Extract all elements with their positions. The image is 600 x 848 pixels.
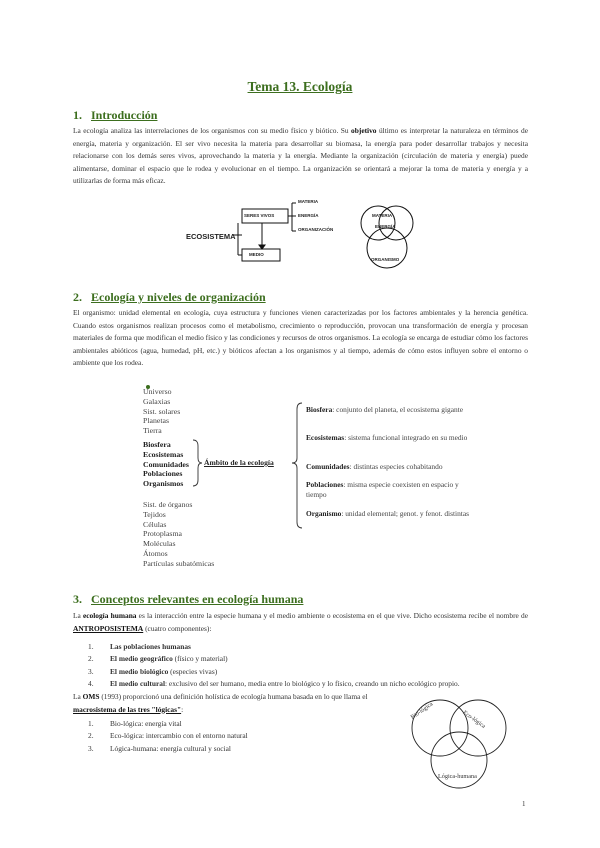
diagram-label-ecosistema: ECOSISTEMA — [186, 232, 236, 241]
list-item: 4. El medio cultural: exclusivo del ser humano, media entre lo biológico y lo físico, creando un nicho ecológico propio. — [88, 679, 460, 689]
levels-upper-list — [143, 387, 180, 436]
diagram-label-organizacion: ORGANIZACIÓN — [298, 227, 334, 232]
level-item: Universo — [143, 387, 172, 396]
level-item: Sist. de órganos — [143, 500, 193, 509]
section-number: 1. — [73, 108, 82, 122]
list-item: 2. Eco-lógica: intercambio con el entorno natural — [88, 731, 248, 741]
section-heading-1 — [73, 108, 157, 123]
level-item: Moléculas — [143, 539, 176, 549]
diagram-label-materia: MATERIA — [298, 199, 319, 204]
levels-ecology-list — [143, 440, 189, 489]
circle-label-organismo: ORGANISMO — [371, 257, 400, 262]
level-item: Tejidos — [143, 509, 166, 519]
circle-materia — [361, 206, 395, 240]
circle-organismo — [367, 228, 407, 268]
level-item: Protoplasma — [143, 529, 182, 539]
section-number: 3. — [73, 592, 82, 606]
def-poblaciones: Poblaciones: misma especie coexisten en espacio y tiempo — [306, 480, 459, 499]
human-paragraph: La ecología humana es la interacción entre la especie humana y el medio ambiente o ecosistema en el que vive. Dicho ecosistema recibe el nombre de ANTROPOSISTEMA (cuatro componentes): — [73, 611, 528, 633]
logicas-list — [88, 718, 388, 755]
section-title: Conceptos relevantes en ecología humana — [91, 592, 304, 606]
venn-label-bio: Bio-lógica — [410, 701, 435, 721]
section-title: Introducción — [91, 108, 158, 122]
list-item: 2. El medio geográfico (físico y material) — [88, 654, 228, 664]
diagram-label-energia: ENERGÍA — [298, 213, 319, 218]
circle-energia — [379, 206, 413, 240]
intro-paragraph: La ecología analiza las interrelaciones de los organismos con su medio físico y biótico. Su objetivo último es interpretar la naturaleza en términos de energía, materia y organización. El ser vivo necesita la materia para desarrollar su biomasa, la energía para poder desarrollar trabajos y necesita relacionarse con los demás seres vivos, aprovechando la materia y la energía. Mediante la organización (circulación de materia y energía) puede alimentarse, dominar el espacio que le rodea y evolucionar en el tiempo. La organización se orientará a mejorar la toma de materia y energía y a utilizarlas de forma más eficaz. — [73, 126, 528, 186]
level-item: Planetas — [143, 416, 169, 426]
list-item: 1. Bio-lógica: energía vital — [88, 719, 182, 728]
level-item: Sist. solares — [143, 406, 181, 416]
circle-label-materia: MATERIA — [372, 213, 393, 218]
page-number: 1 — [522, 800, 526, 808]
level-item: Comunidades — [143, 459, 189, 469]
section-title: Ecología y niveles de organización — [91, 290, 266, 304]
level-item: Tierra — [143, 426, 162, 436]
diagram-label-seres-vivos: SERES VIVOS — [244, 213, 275, 218]
list-item: 3. El medio biológico (especies vivas) — [88, 666, 218, 676]
level-item: Ecosistemas — [143, 449, 184, 459]
level-item: Poblaciones — [143, 469, 183, 479]
page-title: Tema 13. Ecología — [247, 79, 353, 94]
list-item: 3. Lógica-humana: energía cultural y social — [88, 743, 231, 753]
venn-circle-eco — [450, 700, 506, 756]
def-ecosistemas: Ecosistemas: sistema funcional integrado en su medio — [306, 433, 468, 442]
diagram-label-medio: MEDIO — [249, 252, 264, 257]
level-item: Partículas subatómicas — [143, 558, 215, 568]
section-heading-2 — [73, 290, 266, 305]
def-organismo: Organismo: unidad elemental; genot. y fenot. distintas — [306, 509, 469, 518]
level-item: Biosfera — [143, 440, 171, 449]
level-item: Átomos — [143, 548, 168, 558]
oms-paragraph: La OMS (1993) proporcionó una definición holística de ecología humana basada en lo que llama el macrosistema de las tres "lógicas": — [73, 692, 368, 714]
section-number: 2. — [73, 290, 82, 304]
def-comunidades: Comunidades: distintas especies cohabitando — [306, 462, 443, 471]
section-heading-3 — [73, 592, 303, 607]
venn-label-humana: Lógica-humana — [438, 773, 477, 780]
level-item: Células — [143, 519, 167, 529]
levels-paragraph: El organismo: unidad elemental en ecología, cuya estructura y funciones vienen caracterizadas por los factores ambientales y la herencia genética. Cuando estos organismos realizan procesos como el metabolismo, crecimiento o reproducción, provocan una transformación de energía y procesan materiales de forma que modifican el medio físico y las condiciones y recursos de otros organismos. La ecología se encarga de estudiar cómo los factores ambientales abióticos (agua, humedad, pH, etc.) y bióticos afectan a los organismos y al tiempo, además de cómo estos influyen sobre el entorno o ambiente que los rodea. — [73, 308, 528, 368]
def-biosfera: Biosfera: conjunto del planeta, el ecosistema gigante — [306, 405, 464, 414]
venn-label-eco: Eco-lógica — [461, 710, 487, 730]
antroposistema-list — [88, 641, 533, 691]
level-item: Galaxias — [143, 396, 171, 406]
list-item: 1. Las poblaciones humanas — [88, 642, 191, 651]
circle-label-energia: ENERGÍA — [375, 224, 396, 229]
level-item: Organismos — [143, 479, 184, 489]
ambito-label: Ámbito de la ecología — [204, 458, 274, 467]
